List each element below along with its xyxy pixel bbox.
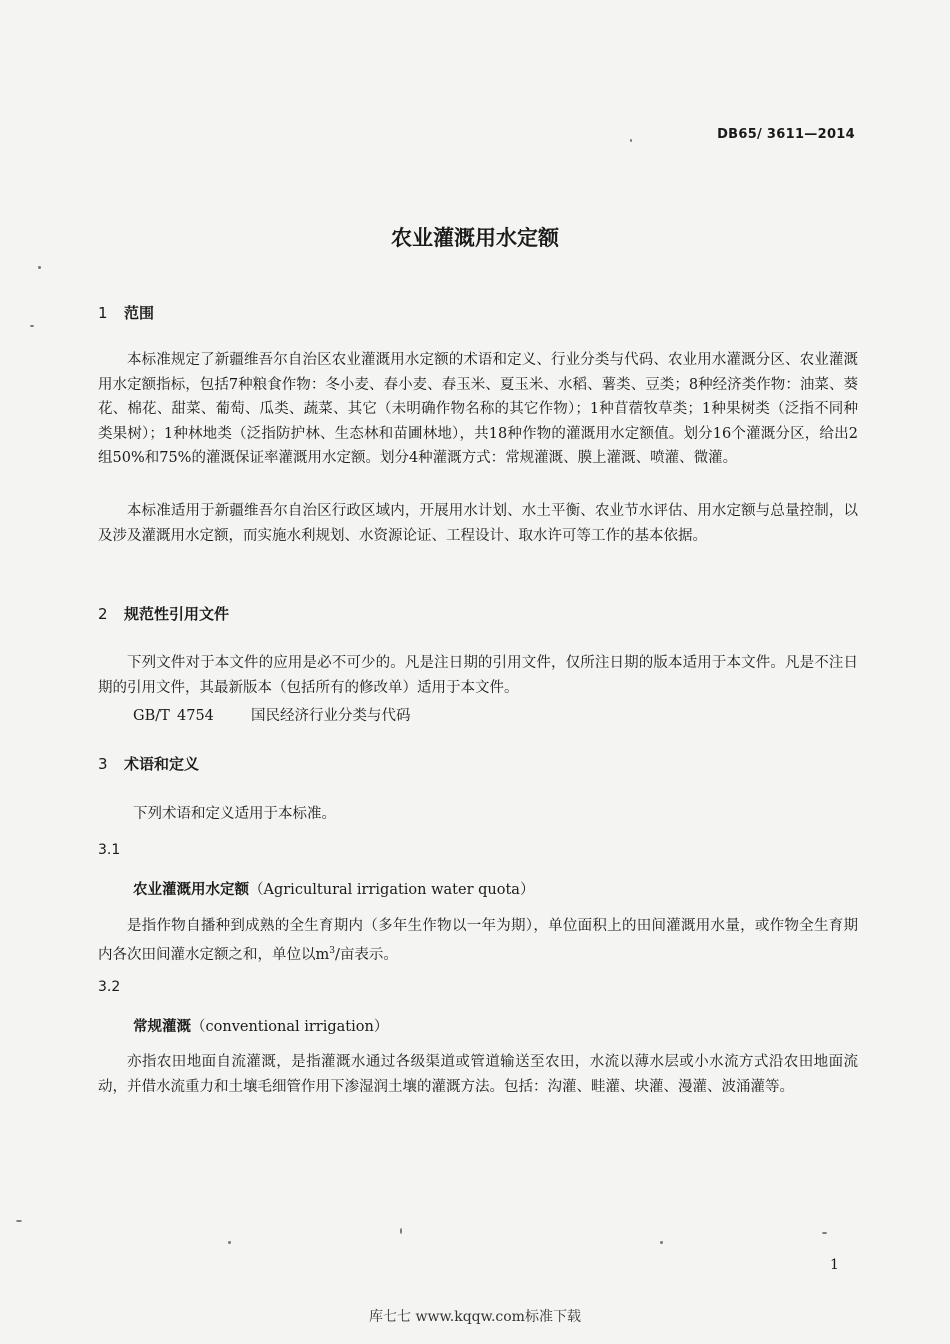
term-name-en: （Agricultural irrigation water quota）	[249, 882, 535, 898]
scan-speck	[16, 1220, 22, 1222]
scan-speck	[30, 325, 34, 327]
page-number: 1	[830, 1257, 839, 1273]
term-name-cn: 农业灌溉用水定额	[133, 882, 249, 898]
section-2-heading	[98, 603, 229, 624]
scan-speck	[400, 1228, 402, 1234]
term-3-2-heading	[133, 1015, 388, 1036]
unit-superscript: 3	[329, 945, 335, 956]
reference-code: GB/T	[133, 708, 170, 724]
download-watermark: 库七七 www.kqqw.com标准下载	[369, 1309, 581, 1325]
scan-speck	[630, 139, 632, 142]
section-number: 1	[98, 304, 108, 322]
reference-name: 国民经济行业分类与代码	[251, 708, 411, 724]
scan-speck	[228, 1241, 231, 1244]
term-3-1-definition	[98, 914, 858, 967]
term-3-1-heading	[133, 878, 534, 899]
term-3-2-definition: 亦指农田地面自流灌溉，是指灌溉水通过各级渠道或管道输送至农田，水流以薄水层或小水流方式沿农田地面流动，并借水流重力和土壤毛细管作用下渗湿润土壤的灌溉方法。包括：沟灌、畦灌、块灌、漫灌、波涌灌等。	[98, 1054, 858, 1095]
scan-speck	[660, 1241, 663, 1244]
definition-text-end: /亩表示。	[334, 946, 398, 963]
term-name-en: （conventional irrigation）	[191, 1019, 389, 1035]
section-title: 术语和定义	[124, 755, 200, 773]
section-title: 范围	[124, 304, 155, 322]
definition-text: 是指作物自播种到成熟的全生育期内（多年生作物以一年为期），单位面积上的田间灌溉用水量，或作物全生育期内各次田间灌水定额之和，单位以m	[98, 918, 858, 963]
term-3-2-number: 3.2	[98, 979, 121, 995]
scan-speck	[38, 266, 41, 269]
scan-speck	[822, 1232, 827, 1234]
term-name-cn: 常规灌溉	[133, 1019, 191, 1035]
section-3-intro: 下列术语和定义适用于本标准。	[133, 806, 336, 822]
section-2-paragraph-1: 下列文件对于本文件的应用是必不可少的。凡是注日期的引用文件，仅所注日期的版本适用于本文件。凡是不注日期的引用文件，其最新版本（包括所有的修改单）适用于本文件。	[98, 655, 858, 696]
term-3-1-number: 3.1	[98, 842, 121, 858]
normative-reference	[133, 704, 411, 725]
document-title: 农业灌溉用水定额	[391, 226, 559, 250]
standard-number: DB65/ 3611—2014	[717, 127, 855, 142]
section-1-paragraph-1: 本标准规定了新疆维吾尔自治区农业灌溉用水定额的术语和定义、行业分类与代码、农业用水灌溉分区、农业灌溉用水定额指标，包括7种粮食作物：冬小麦、春小麦、春玉米、夏玉米、水稻、薯类、豆类；8种经济类作物：油菜、葵花、棉花、甜菜、葡萄、瓜类、蔬菜、其它（未明确作物名称的其它作物）；1种苜蓿牧草类；1种果树类（泛指不同种类果树）；1种林地类（泛指防护林、生态林和苗圃林地），共18种作物的灌溉用水定额值。划分16个灌溉分区，给出2组50%和75%的灌溉保证率灌溉用水定额。划分4种灌溉方式：常规灌溉、膜上灌溉、喷灌、微灌。	[98, 352, 858, 466]
section-number: 2	[98, 605, 108, 623]
section-title: 规范性引用文件	[124, 605, 230, 623]
section-number: 3	[98, 755, 108, 773]
reference-number: 4754	[177, 708, 214, 724]
section-1-heading	[98, 302, 154, 323]
section-3-heading	[98, 753, 199, 774]
section-1-paragraph-2: 本标准适用于新疆维吾尔自治区行政区域内，开展用水计划、水土平衡、农业节水评估、用水定额与总量控制，以及涉及灌溉用水定额，而实施水利规划、水资源论证、工程设计、取水许可等工作的基本依据。	[98, 503, 858, 544]
